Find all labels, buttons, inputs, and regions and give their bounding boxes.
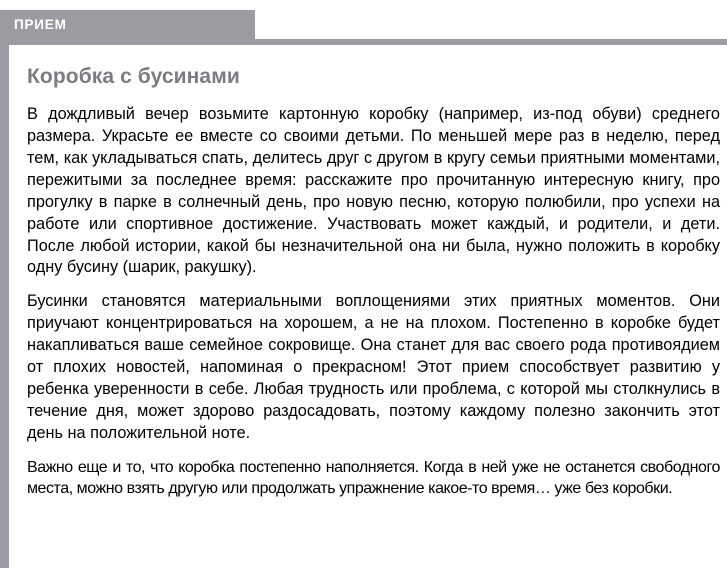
page-title: Коробка с бусинами	[27, 65, 240, 88]
paragraph-3: Важно еще и то, что коробка постепенно наполняется. Когда в ней уже не останется свободного места, можно взять другую или продолжать упражнение какое-то время… уже без коробки.	[27, 458, 720, 498]
paragraph-1: В дождливый вечер возьмите картонную коробку (например, из-под обуви) среднего размера. Украсьте ее вместе со своими детьми. По меньшей мере раз в неделю, перед тем, как укладываться спать, делитесь друг с другом в кругу семьи приятными моментами, пережитыми за последнее время: расскажите про прочитанную интересную книгу, про прогулку в парке в солнечный день, про новую песню, которую полюбили, про успехи на работе или спортивное достижение. Участвовать может каждый, и родители, и дети. После любой истории, какой бы незначительной она ни была, нужно положить в коробку одну бусину (шарик, ракушку).	[27, 105, 720, 277]
content-frame-inner	[9, 45, 727, 568]
article-content	[27, 65, 720, 500]
section-tab-strip	[0, 10, 727, 39]
content-frame	[0, 39, 727, 568]
paragraph-2: Бусинки становятся материальными воплощениями этих приятных моментов. Они приучают концентрироваться на хорошем, а не на плохом. Постепенно в коробке будет накапливаться ваше семейное сокровище. Она станет для вас своего рода противоядием от плохих новостей, напоминая о прекрасном! Этот прием способствует развитию у ребенка уверенности в себе. Любая трудность или проблема, с которой мы столкнулись в течение дня, может здорово раздосадовать, поэтому каждому полезно закончить этот день на положительной ноте.	[27, 292, 720, 442]
tab-priem-label: ПРИЕМ	[14, 17, 67, 32]
article-body	[27, 104, 720, 500]
